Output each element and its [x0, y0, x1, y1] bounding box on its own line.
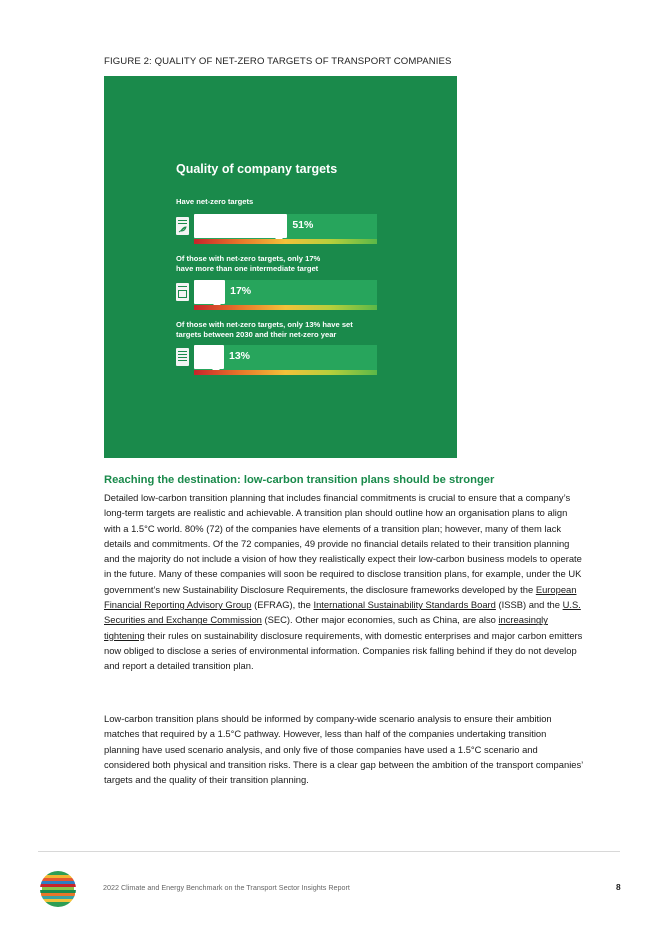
bar-row — [176, 280, 378, 313]
bar-fill — [194, 214, 287, 238]
bar-value-label: 51% — [292, 219, 314, 231]
paragraph-1 — [104, 490, 584, 674]
item-label-line1: Of those with net-zero targets, only 13% have set — [176, 320, 353, 329]
list-document-icon — [176, 348, 189, 366]
item-label-line1: Of those with net-zero targets, only 17% — [176, 254, 321, 263]
paragraph-2: Low-carbon transition plans should be informed by company-wide scenario analysis to ensure their ambition matches that required by a 1.5°C pathway. However, less than half of the companies undertaking transition planning have used scenario analysis, and only five of those companies have used a 1.5°C scenario and considered both physical and transition risks. There is a clear gap between the ambition of the transport companies’ targets and the quality of their transition planning. — [104, 713, 583, 786]
footer-divider — [38, 851, 620, 852]
issb-link[interactable]: International Sustainability Standards Board — [313, 599, 496, 611]
figure-panel — [104, 76, 457, 458]
figure-caption: FIGURE 2: QUALITY OF NET-ZERO TARGETS OF TRANSPORT COMPANIES — [104, 56, 452, 67]
p1-text-1: Detailed low-carbon transition planning that includes financial commitments is crucial to ensure that a company’s long-term targets are realistic and achievable. A transition plan should outline how an organisation plans to align with a 1.5°C world. 80% (72) of the companies have elements of a transition plan; however, many of them lack details and commitments. Of the 72 companies, 49 provide no financial details related to their transition planning and the majority do not include a vision of how they realistically expect their low-carbon business models to operate in the future. Many of these companies will soon be required to disclose transition plans, for example, under the UK government’s new Sustainability Disclosure Requirements, the disclosure frameworks developed by the — [104, 492, 582, 595]
sec-link[interactable]: U.S. Securities and Exchange Commission — [104, 599, 581, 626]
gradient-scale — [194, 305, 377, 310]
item-label-line2: have more than one intermediate target — [176, 264, 319, 273]
gradient-scale — [194, 370, 377, 375]
bar-row — [176, 214, 378, 247]
bar-fill — [194, 345, 224, 369]
bar-row — [176, 345, 378, 378]
benchmark-logo-icon — [39, 870, 77, 908]
item-label-line2: targets between 2030 and their net-zero year — [176, 330, 337, 339]
item-label-line1: Have net-zero targets — [176, 197, 254, 206]
calendar-document-icon — [176, 283, 189, 301]
p1-text-2: (EFRAG), the — [251, 599, 314, 611]
efrag-link[interactable]: European Financial Reporting Advisory Group — [104, 583, 577, 611]
p1-text-3: (ISSB) and the — [495, 599, 563, 611]
item-label — [176, 197, 416, 207]
document-leaf-icon — [176, 217, 189, 235]
tightening-link[interactable]: increasingly tightening — [104, 614, 548, 641]
p1-text-5: their rules on sustainability disclosure requirements, with domestic enterprises and major carbon emitters now obliged to disclose a series of environmental information. Companies risk falling behind if they do not develop and report a detailed transition plan. — [104, 629, 583, 672]
item-label — [176, 320, 416, 340]
footer-report-title: 2022 Climate and Energy Benchmark on the Transport Sector Insights Report — [103, 883, 350, 892]
item-label — [176, 254, 416, 274]
bar-value-label: 17% — [230, 285, 252, 297]
bar-fill — [194, 280, 225, 304]
section-heading: Reaching the destination: low-carbon transition plans should be stronger — [104, 474, 495, 486]
page-number: 8 — [616, 882, 621, 892]
p1-text-4: (SEC). Other major economies, such as China, are also — [261, 614, 499, 626]
gradient-scale — [194, 239, 377, 244]
panel-title: Quality of company targets — [176, 162, 338, 176]
bar-value-label: 13% — [229, 350, 251, 362]
